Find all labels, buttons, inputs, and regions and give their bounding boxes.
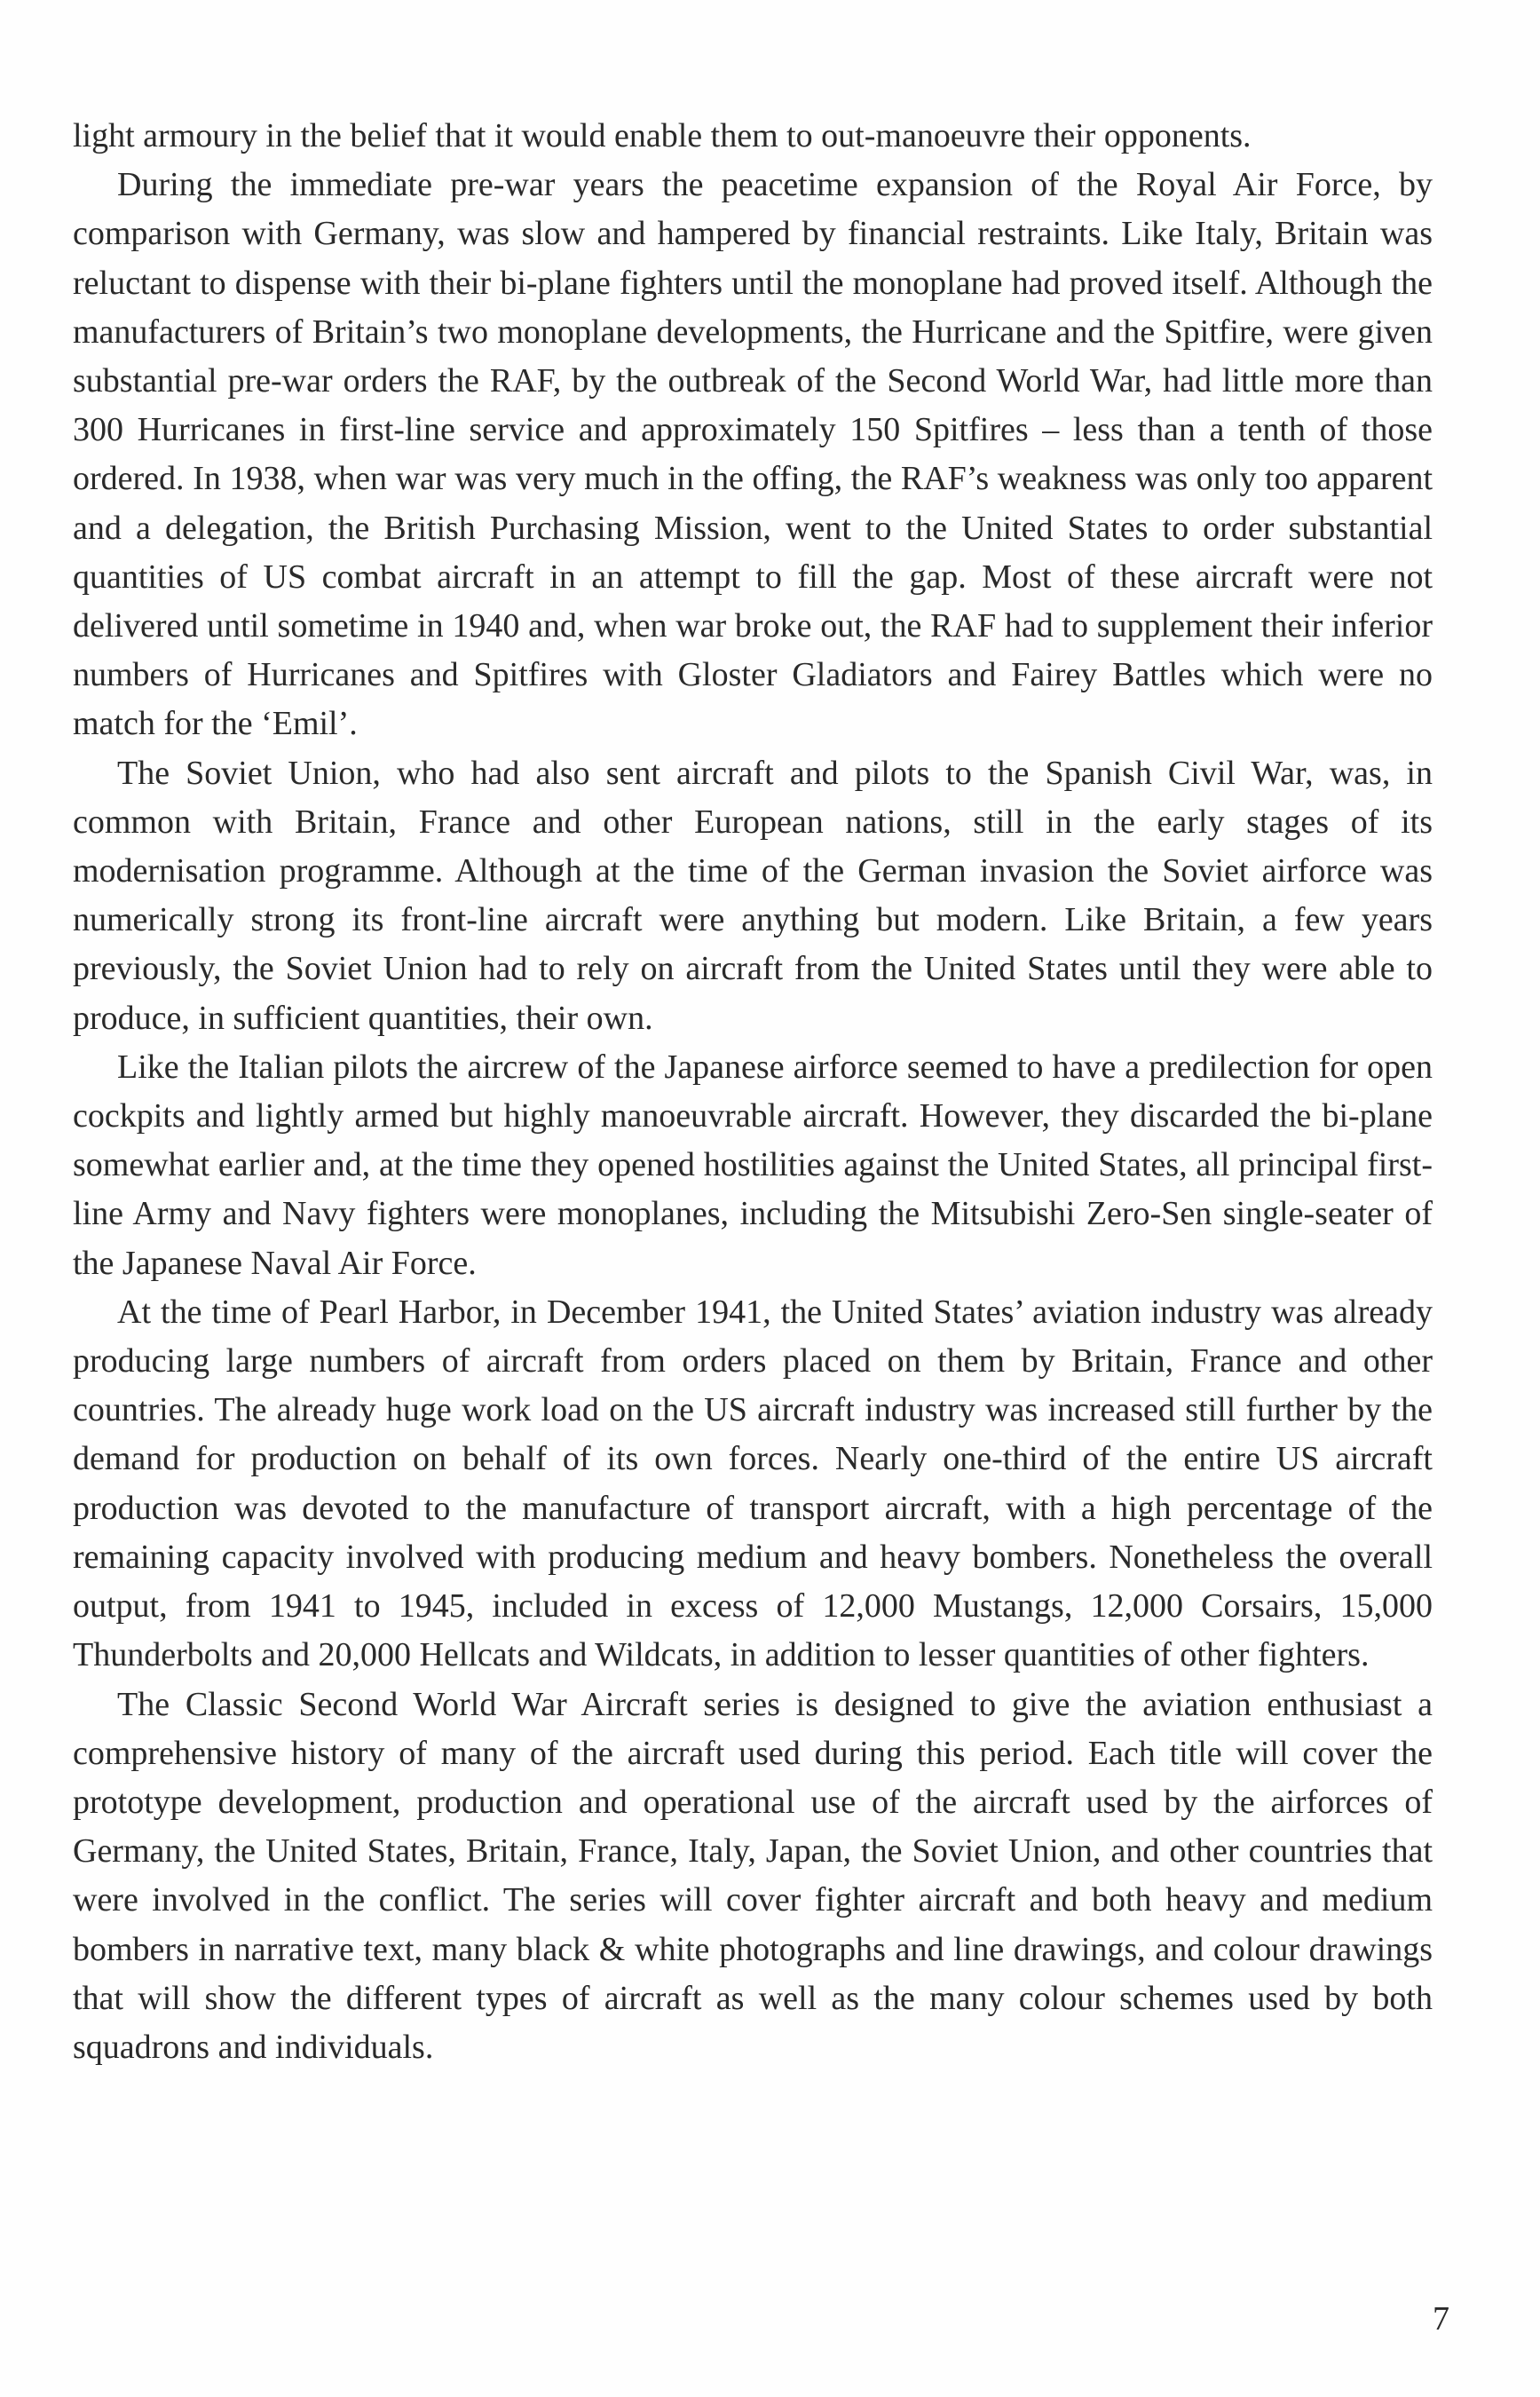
body-text: [73, 112, 1433, 2072]
paragraph-series-description: The Classic Second World War Aircraft series is designed to give the aviation enthusiast a comprehensive history of many of the aircraft used during this period. Each title will cover the prototype development, production and operational use of the aircraft used by the airforces of Germany, the United States, Britain, France, Italy, Japan, the Soviet Union, and other countries that were involved in the conflict. The series will cover fighter aircraft and both heavy and medium bombers in narrative text, many black & white photographs and line drawings, and colour drawings that will show the different types of aircraft as well as the many colour schemes used by both squadrons and individuals.: [73, 1685, 1433, 2066]
page-number: 7: [1433, 2300, 1449, 2338]
paragraph-japanese-airforce: Like the Italian pilots the aircrew of the Japanese airforce seemed to have a predilection for open cockpits and lightly armed but highly manoeuvrable aircraft. However, they discarded the bi-plane somewhat earlier and, at the time they opened hostilities against the United States, all principal first-line Army and Navy fighters were monoplanes, including the Mitsubishi Zero-Sen single-seater of the Japanese Naval Air Force.: [73, 1048, 1433, 1282]
paragraph-continuation: light armoury in the belief that it would enable them to out-manoeuvre their opponents.: [73, 117, 1252, 154]
paragraph-us-aviation-industry: At the time of Pearl Harbor, in December 1941, the United States’ aviation industry was already producing large numbers of aircraft from orders placed on them by Britain, France and other countries. The already huge work load on the US aircraft industry was increased still further by the demand for production on behalf of its own forces. Nearly one-third of the entire US aircraft production was devoted to the manufacture of transport aircraft, with a high percentage of the remaining capacity involved with producing medium and heavy bombers. Nonetheless the overall output, from 1941 to 1945, included in excess of 12,000 Mustangs, 12,000 Corsairs, 15,000 Thunderbolts and 20,000 Hellcats and Wildcats, in addition to lesser quantities of other fighters.: [73, 1293, 1433, 1674]
paragraph-soviet-union: The Soviet Union, who had also sent aircraft and pilots to the Spanish Civil War, was, in common with Britain, France and other European nations, still in the early stages of its modernisation programme. Although at the time of the German invasion the Soviet airforce was numerically strong its front-line aircraft were anything but modern. Like Britain, a few years previously, the Soviet Union had to rely on aircraft from the United States until they were able to produce, in sufficient quantities, their own.: [73, 754, 1433, 1037]
paragraph-raf-expansion: During the immediate pre-war years the peacetime expansion of the Royal Air Force, by comparison with Germany, was slow and hampered by financial restraints. Like Italy, Britain was reluctant to dispense with their bi-plane fighters until the monoplane had proved itself. Although the manufacturers of Britain’s two monoplane developments, the Hurricane and the Spitfire, were given substantial pre-war orders the RAF, by the outbreak of the Second World War, had little more than 300 Hurricanes in first-line service and approximately 150 Spitfires – less than a tenth of those ordered. In 1938, when war was very much in the offing, the RAF’s weakness was only too apparent and a delegation, the British Purchasing Mission, went to the United States to order substantial quantities of US combat aircraft in an attempt to fill the gap. Most of these aircraft were not delivered until sometime in 1940 and, when war broke out, the RAF had to supplement their inferior numbers of Hurricanes and Spitfires with Gloster Gladiators and Fairey Battles which were no match for the ‘Emil’.: [73, 166, 1433, 743]
